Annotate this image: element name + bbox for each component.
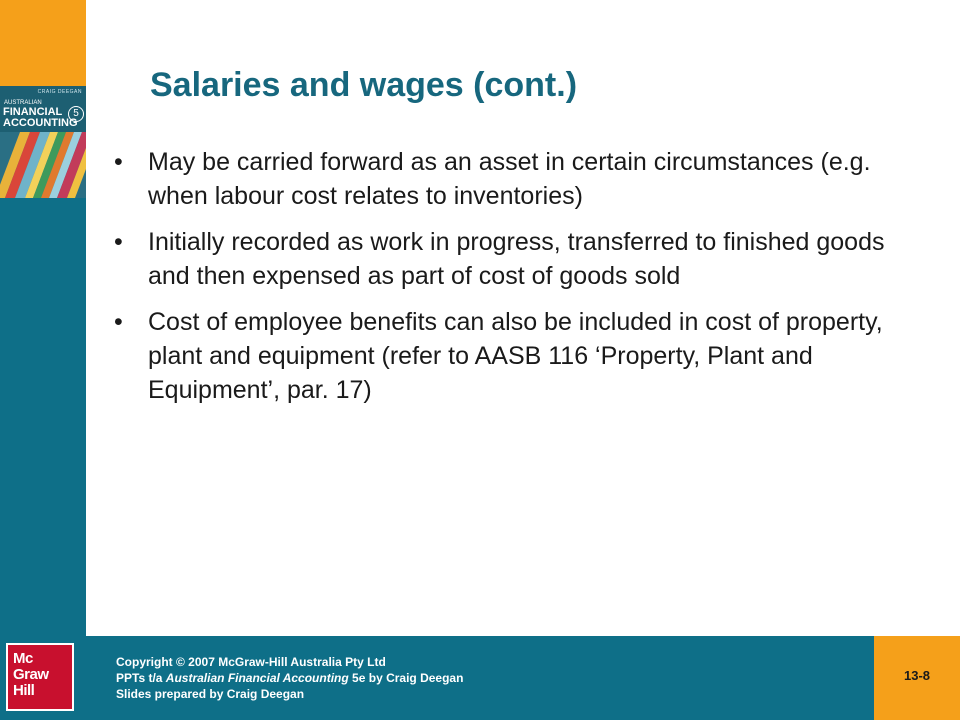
bullet-item [110, 225, 930, 293]
logo-line2: Graw [13, 666, 49, 683]
page-number-box [874, 636, 960, 720]
bullet-icon: • [114, 148, 123, 176]
bullet-icon: • [114, 228, 123, 256]
logo-line1: Mc [13, 650, 33, 667]
footer-bar [86, 636, 874, 720]
page-number: 13-8 [903, 668, 931, 683]
bullet-item [110, 305, 930, 407]
book-cover-art [0, 132, 86, 198]
bullet-text: Initially recorded as work in progress, transferred to finished goods and then expensed as part of cost of goods sold [148, 228, 885, 290]
book-cover-image [0, 86, 86, 198]
logo-text [13, 651, 49, 699]
bullet-list [110, 145, 930, 419]
slide-title: Salaries and wages (cont.) [150, 66, 578, 104]
prepared-by-text: Slides prepared by Craig Deegan [116, 687, 305, 701]
top-left-orange-block [0, 0, 86, 86]
logo-line3: Hill [13, 682, 35, 699]
ppts-suffix: 5e by Craig Deegan [348, 671, 464, 685]
book-author: CRAIG DEEGAN [37, 89, 82, 95]
book-title-line3: ACCOUNTING [3, 117, 78, 129]
bullet-item [110, 145, 930, 213]
copyright-text: Copyright © 2007 McGraw-Hill Australia Pty Ltd [116, 655, 386, 669]
book-title-line2: FINANCIAL [3, 106, 63, 118]
bullet-icon: • [114, 308, 123, 336]
footer-credits [116, 654, 463, 702]
mcgraw-hill-logo [6, 643, 74, 711]
book-edition-badge: 5 [68, 106, 84, 122]
bullet-text: May be carried forward as an asset in certain circumstances (e.g. when labour cost relates to inventories) [148, 148, 871, 210]
ppts-book-title: Australian Financial Accounting [165, 671, 349, 685]
bullet-text: Cost of employee benefits can also be included in cost of property, plant and equipment (refer to AASB 116 ‘Property, Plant and Equipment’, par. 17) [148, 308, 883, 404]
ppts-credit [116, 670, 463, 686]
ppts-prefix: PPTs t/a [116, 671, 166, 685]
book-title-line1: AUSTRALIAN [4, 100, 42, 106]
